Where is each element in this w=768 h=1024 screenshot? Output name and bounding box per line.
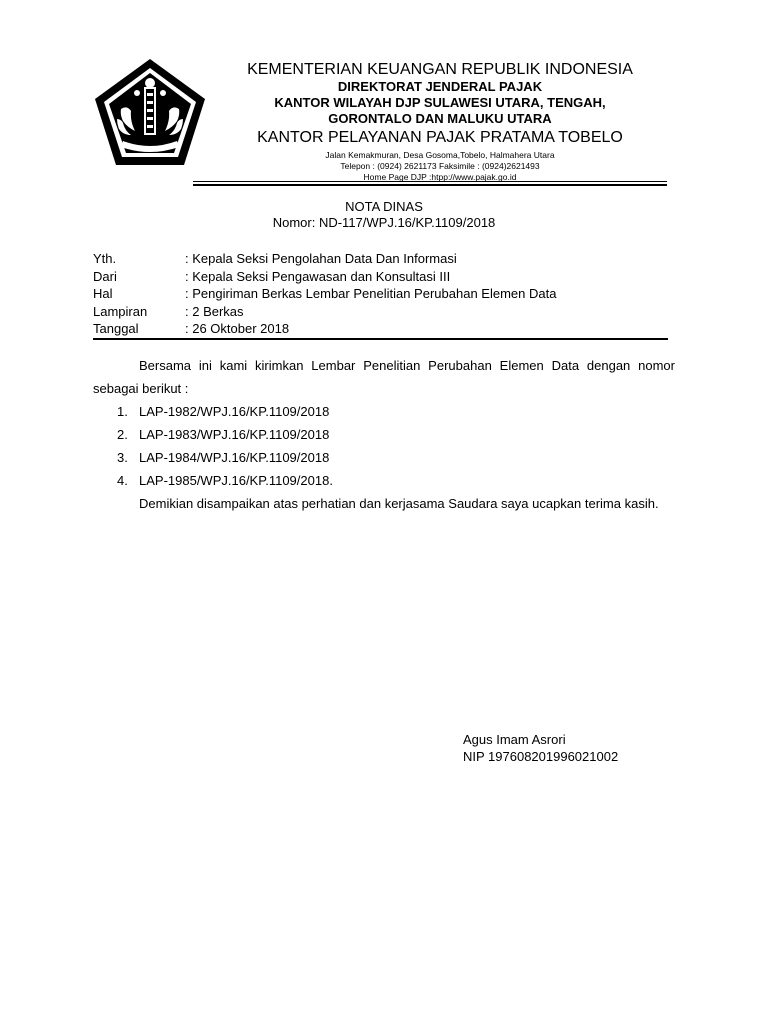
list-item-number: 2. — [117, 427, 128, 442]
office-phone: Telepon : (0924) 2621173 Faksimile : (0924)2621493 — [340, 161, 540, 171]
meta-value: : 2 Berkas — [185, 303, 244, 319]
list-item — [93, 446, 675, 469]
letterhead-divider-thin — [193, 181, 667, 182]
list-item-number: 3. — [117, 450, 128, 465]
meta-label: Tanggal — [93, 321, 139, 336]
intro-paragraph: Bersama ini kami kirimkan Lembar Penelitian Perubahan Elemen Data dengan nomor sebagai berikut : — [93, 358, 675, 396]
memo-body — [93, 354, 675, 515]
meta-label: Hal — [93, 286, 113, 301]
document-list — [93, 400, 675, 492]
signature-block — [463, 731, 618, 765]
document-type: NOTA DINAS — [345, 199, 423, 214]
meta-row-attachment — [93, 303, 556, 321]
regional-office-line2: GORONTALO DAN MALUKU UTARA — [328, 111, 552, 126]
signatory-name: Agus Imam Asrori — [463, 732, 566, 747]
list-item-text: LAP-1982/WPJ.16/KP.1109/2018 — [139, 404, 330, 419]
letterhead-divider-thick — [193, 184, 667, 186]
office-address: Jalan Kemakmuran, Desa Gosoma,Tobelo, Halmahera Utara — [325, 150, 555, 160]
memo-meta — [93, 250, 556, 338]
meta-value: : Kepala Seksi Pengolahan Data Dan Informasi — [185, 251, 457, 266]
list-item — [93, 423, 675, 446]
list-item — [93, 469, 675, 492]
meta-row-sender — [93, 268, 556, 286]
meta-label: Lampiran — [93, 303, 148, 319]
list-item-text: LAP-1985/WPJ.16/KP.1109/2018. — [139, 473, 333, 488]
list-item-text: LAP-1984/WPJ.16/KP.1109/2018 — [139, 450, 330, 465]
office-name: KANTOR PELAYANAN PAJAK PRATAMA TOBELO — [257, 129, 623, 146]
meta-row-date — [93, 320, 556, 338]
ministry-name: KEMENTERIAN KEUANGAN REPUBLIK INDONESIA — [247, 61, 633, 78]
meta-row-subject — [93, 285, 556, 303]
regional-office-line1: KANTOR WILAYAH DJP SULAWESI UTARA, TENGAH, — [274, 95, 606, 110]
list-item-number: 4. — [117, 473, 128, 488]
directorate-name: DIREKTORAT JENDERAL PAJAK — [337, 79, 543, 94]
meta-label: Yth. — [93, 251, 117, 266]
document-number: Nomor: ND-117/WPJ.16/KP.1109/2018 — [272, 215, 496, 230]
signatory-nip: NIP 197608201996021002 — [463, 749, 619, 764]
office-homepage: Home Page DJP :htpp://www.pajak.go.id — [363, 172, 517, 182]
meta-row-recipient — [93, 250, 556, 268]
list-item — [93, 400, 675, 423]
meta-value: : Pengiriman Berkas Lembar Penelitian Perubahan Elemen Data — [185, 286, 557, 301]
list-item-number: 1. — [117, 404, 128, 419]
meta-divider — [93, 338, 668, 340]
letterhead — [222, 60, 658, 183]
list-item-text: LAP-1983/WPJ.16/KP.1109/2018 — [139, 427, 330, 442]
meta-label: Dari — [93, 268, 117, 284]
closing-paragraph: Demikian disampaikan atas perhatian dan kerjasama Saudara saya ucapkan terima kasih. — [139, 496, 659, 511]
meta-value: : Kepala Seksi Pengawasan dan Konsultasi III — [185, 268, 451, 284]
meta-value: : 26 Oktober 2018 — [185, 321, 290, 336]
ministry-logo-icon — [93, 57, 207, 169]
